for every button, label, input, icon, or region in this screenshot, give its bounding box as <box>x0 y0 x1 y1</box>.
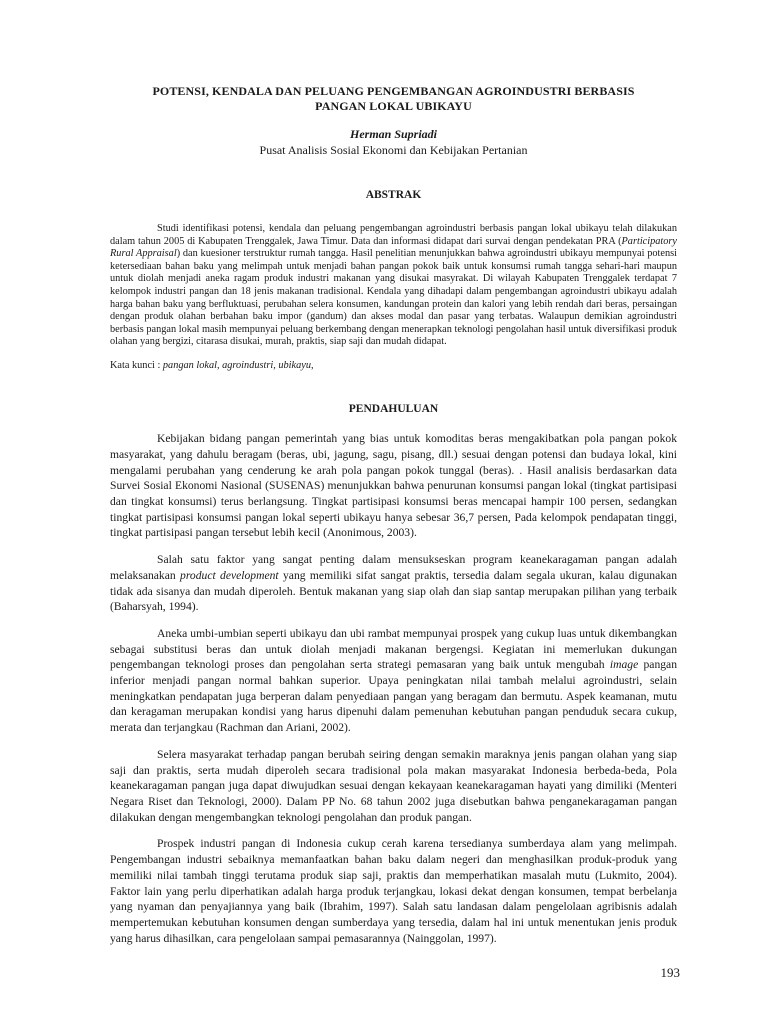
page-number: 193 <box>660 965 680 980</box>
abstract-text <box>110 223 677 349</box>
body-paragraph-4: Selera masyarakat terhadap pangan berubah seiring dengan semakin maraknya jenis pangan olahan yang siap saji dan praktis, serta mudah diperoleh secara tradisional pola makan masyarakat Indonesia berbeda-beda, Pola keanekaragaman pangan juga dapat diwujudkan sesuai dengan kekayaan keanekaragaman hayati yang dimiliki (Menteri Negara Riset dan Teknologi, 2000). Dalam PP No. 68 tahun 2002 juga disebutkan bahwa penganekaragaman pangan dilakukan dengan mengembangkan teknologi pengolahan dan produk pangan. <box>110 747 677 824</box>
abstract-text-part-b: ) dan kuesioner terstruktur rumah tangga. Hasil penelitian menunjukkan bahwa agroindustri ubikayu mempunyai potensi ketersediaan bahan baku yang melimpah untuk menjadi bahan pangan pokok baik untuk konsumsi rumah tangga sehari-hari maupun untuk diolah menjadi aneka ragam produk industri makanan yang disukai masyrakat. Di wilayah Kabupaten Trenggalek terdapat 7 kelompok industri pangan dan 18 jenis makanan tradisional. Kendala yang dihadapi dalam pengembangan agroindustri ubikayu adalah harga bahan baku yang berfluktuasi, perubahan selera konsumen, kandungan protein dan kalori yang lebih rendah dari beras, persaingan dengan produk olahan berbahan baku impor (gandum) dan akses modal dan pasar yang terbatas. Walaupun demikian agroindustri berbasis pangan lokal masih mempunyai peluang berkembang dengan menerapkan teknologi pengolahan hasil untuk diversifikasi produk olahan yang bergizi, citarasa disukai, murah, praktis, siap saji dan mudah didapat. <box>110 248 678 348</box>
paper-title-line-2: PANGAN LOKAL UBIKAYU <box>315 99 472 113</box>
section-heading-pendahuluan: PENDAHULUAN <box>348 403 439 416</box>
keywords-label: Kata kunci : <box>110 360 163 372</box>
product-development-term: product development <box>180 568 279 582</box>
author-affiliation: Pusat Analisis Sosial Ekonomi dan Kebijakan Pertanian <box>259 143 528 157</box>
abstract-heading: ABSTRAK <box>365 189 422 201</box>
author-name: Herman Supriadi <box>349 127 438 141</box>
body-paragraph-3-part-b: pangan inferior menjadi pangan normal bahkan superior. Upaya peningkatan nilai tambah melalui agroindustri, selain meningkatkan pendapatan juga berperan dalam penyediaan pangan yang beragam dan bermutu. Aspek keamanan, mutu dan keragaman merupakan kondisi yang harus dipenuhi dalam pemenuhan kebutuhan pangan penduduk secara cukup, merata dan terjangkau (Rachman dan Ariani, 2002). <box>110 658 677 735</box>
paper-page <box>110 84 677 946</box>
body-paragraph-2-part-b: yang memiliki sifat sangat praktis, tersedia dalam segala ukuran, kalau digunakan tidak ada sisanya dan mudah diperoleh. Bentuk makanan yang siap olah dan siap santap merupakan pilihan yang terbaik (Baharsyah, 1994). <box>110 568 677 614</box>
body-paragraph-3-part-a: Aneka umbi-umbian seperti ubikayu dan ubi rambat mempunyai prospek yang cukup luas untuk dikembangkan sebagai substitusi beras dan untuk diolah menjadi makanan bergengsi. Kegiatan ini memerlukan dukungan pengembangan teknologi proses dan pengolahan serta strategi pemasaran yang baik untuk mengubah <box>110 626 677 672</box>
keywords-end: , <box>310 360 314 372</box>
body-paragraph-2 <box>110 552 677 615</box>
abstract-pra-term: Participatory Rural Appraisal <box>110 235 677 260</box>
body-paragraph-3 <box>110 626 677 736</box>
body-paragraph-2-part-a: Salah satu faktor yang sangat penting dalam mensukseskan program keanekaragaman pangan adalah melaksanakan <box>110 553 677 582</box>
image-term: image <box>609 658 639 672</box>
paper-title <box>110 84 677 114</box>
abstract-text-part-a: Studi identifikasi potensi, kendala dan peluang pengembangan agroindustri berbasis pangan lokal ubikayu telah dilakukan dalam tahun 2005 di Kabupaten Trenggalek, Jawa Timur. Data dan informasi didapat dari survai dengan pendekatan PRA ( <box>110 223 677 247</box>
body-paragraph-5: Prospek industri pangan di Indonesia cukup cerah karena tersedianya sumberdaya alam yang melimpah. Pengembangan industri sebaiknya memanfaatkan bahan baku dalam negeri dan menghasilkan produk-produk yang memiliki nilai tambah tinggi terutama produk siap saji, praktis dan memperhatikan masalah mutu (Lukmito, 2004). Faktor lain yang perlu diperhatikan adalah harga produk terjangkau, lokasi dekat dengan konsumen, tempat berbelanja yang nyaman dan penyajiannya yang baik (Ibrahim, 1997). Salah satu landasan dalam pengelolaan agribisnis adalah mempertemukan kebutuhan konsumen dengan sumberdaya yang tersedia, dalam hal ini untuk menentukan jenis produk yang harus dihasilkan, cara pengelolaan sampai pemasarannya (Nainggolan, 1997). <box>110 837 677 945</box>
paper-title-line-1: POTENSI, KENDALA DAN PELUANG PENGEMBANGAN AGROINDUSTRI BERBASIS <box>152 84 635 98</box>
keywords-terms: pangan lokal, agroindustri, ubikayu <box>162 360 311 372</box>
body-paragraph-1: Kebijakan bidang pangan pemerintah yang bias untuk komoditas beras mengakibatkan pola pangan pokok masyarakat, yang dahulu beragam (beras, ubi, jagung, sagu, pisang, dll.) sesuai dengan potensi dan budaya lokal, kini mengalami perubahan yang cenderung ke arah pola pangan pokok tunggal (beras). . Hasil analisis berdasarkan data Survei Sosial Ekonomi Nasional (SUSENAS) menunjukkan bahwa penurunan konsumsi pangan lokal (tingkat partisipasi dan tingkat konsumsi) terus berlangsung. Tingkat partisipasi konsumsi beras mencapai hampir 100 persen, sedangkan tingkat partisipasi konsumsi pangan lokal seperti ubikayu hanya sebesar 36,7 persen, Pada kelompok pendapatan tinggi, tingkat partisipasi pangan tersebut lebih kecil (Anonimous, 2003). <box>110 432 677 540</box>
keywords-line <box>110 359 677 372</box>
